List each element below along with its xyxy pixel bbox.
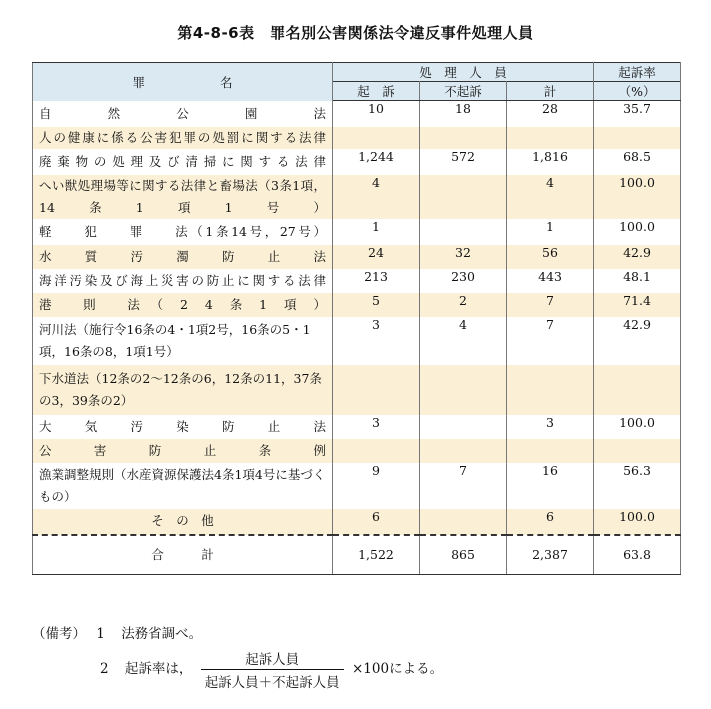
note-1-number: 1 xyxy=(96,626,105,642)
crime-name-cell: 河川法（施行令16条の4・1項2号，16条の5・1項，16条の8，1項1号） xyxy=(33,317,333,365)
not-prosecuted-cell: 18 xyxy=(420,101,507,127)
table-row xyxy=(33,269,681,293)
total-row xyxy=(33,535,681,575)
total-rate-cell: 63.8 xyxy=(594,535,681,575)
total-cell: 7 xyxy=(507,317,594,365)
crime-name-cell: 海洋汚染及び海上災害の防止に関する法律 xyxy=(33,269,333,293)
not-prosecuted-cell: 32 xyxy=(420,245,507,269)
table-title: 第4-8-6表 罪名別公害関係法令違反事件処理人員 xyxy=(177,24,534,42)
grand-total-cell: 2,387 xyxy=(507,535,594,575)
total-not-prosecuted-cell: 865 xyxy=(420,535,507,575)
table-row xyxy=(33,149,681,175)
not-prosecuted-cell: 230 xyxy=(420,269,507,293)
not-prosecuted-cell xyxy=(420,509,507,535)
table-row xyxy=(33,219,681,245)
note-2-prefix: 起訴率は， xyxy=(124,661,193,677)
rate-cell: 35.7 xyxy=(594,101,681,127)
table-body xyxy=(33,101,681,575)
total-cell: 443 xyxy=(507,269,594,293)
rate-cell: 71.4 xyxy=(594,293,681,317)
rate-cell: 42.9 xyxy=(594,245,681,269)
prosecuted-cell: 4 xyxy=(333,175,420,219)
not-prosecuted-cell: 4 xyxy=(420,317,507,365)
not-prosecuted-cell xyxy=(420,439,507,463)
table-row xyxy=(33,415,681,439)
table-row xyxy=(33,293,681,317)
crime-table xyxy=(32,62,681,575)
not-prosecuted-cell: 2 xyxy=(420,293,507,317)
header-not-prosecuted: 不起訴 xyxy=(420,82,507,101)
prosecuted-cell xyxy=(333,439,420,463)
prosecuted-cell: 213 xyxy=(333,269,420,293)
table-row xyxy=(33,439,681,463)
total-cell: 3 xyxy=(507,415,594,439)
header-rate-line2: （%） xyxy=(594,82,681,101)
not-prosecuted-cell xyxy=(420,175,507,219)
table-row xyxy=(33,317,681,365)
header-processed: 処 理 人 員 xyxy=(333,63,594,82)
prosecuted-cell: 1 xyxy=(333,219,420,245)
not-prosecuted-cell xyxy=(420,127,507,149)
rate-cell: 100.0 xyxy=(594,415,681,439)
note-2-number: 2 xyxy=(100,661,109,677)
not-prosecuted-cell xyxy=(420,365,507,415)
total-prosecuted-cell: 1,522 xyxy=(333,535,420,575)
notes-label: （備考） xyxy=(32,626,86,642)
rate-formula-fraction xyxy=(201,648,344,691)
rate-cell: 100.0 xyxy=(594,175,681,219)
total-cell: 1 xyxy=(507,219,594,245)
total-cell: 7 xyxy=(507,293,594,317)
crime-name-cell: 人の健康に係る公害犯罪の処罰に関する法律 xyxy=(33,127,333,149)
crime-name-cell: 自然公園法 xyxy=(33,101,333,127)
total-cell xyxy=(507,439,594,463)
prosecuted-cell: 10 xyxy=(333,101,420,127)
table-row xyxy=(33,463,681,509)
total-cell: 56 xyxy=(507,245,594,269)
crime-name-cell: 大気汚染防止法 xyxy=(33,415,333,439)
rate-cell: 100.0 xyxy=(594,219,681,245)
prosecuted-cell: 24 xyxy=(333,245,420,269)
note-1-text: 法務省調べ。 xyxy=(121,626,203,642)
crime-name-cell: そ の 他 xyxy=(33,509,333,535)
prosecuted-cell xyxy=(333,365,420,415)
total-label-cell: 合 計 xyxy=(33,535,333,575)
total-cell: 28 xyxy=(507,101,594,127)
fraction-denominator: 起訴人員＋不起訴人員 xyxy=(204,675,340,691)
crime-name-cell: へい獣処理場等に関する法律と畜場法（3条1項，14条1項1号） xyxy=(33,175,333,219)
note-2 xyxy=(100,648,443,691)
crime-name-cell: 下水道法（12条の2～12条の6，12条の11，37条の3，39条の2） xyxy=(33,365,333,415)
total-cell: 6 xyxy=(507,509,594,535)
prosecuted-cell: 3 xyxy=(333,317,420,365)
crime-name-cell: 軽 犯 罪 法（1条14号，27号） xyxy=(33,219,333,245)
table-row xyxy=(33,245,681,269)
rate-cell xyxy=(594,365,681,415)
prosecuted-cell xyxy=(333,127,420,149)
not-prosecuted-cell xyxy=(420,415,507,439)
prosecuted-cell: 5 xyxy=(333,293,420,317)
table-row xyxy=(33,365,681,415)
total-cell xyxy=(507,127,594,149)
not-prosecuted-cell xyxy=(420,219,507,245)
prosecuted-cell: 3 xyxy=(333,415,420,439)
header-rate-line1: 起訴率 xyxy=(594,63,681,82)
rate-cell: 48.1 xyxy=(594,269,681,293)
crime-name-cell: 公害防止条例 xyxy=(33,439,333,463)
rate-cell: 68.5 xyxy=(594,149,681,175)
prosecuted-cell: 9 xyxy=(333,463,420,509)
rate-cell: 56.3 xyxy=(594,463,681,509)
total-cell: 1,816 xyxy=(507,149,594,175)
rate-cell xyxy=(594,439,681,463)
header-crime-name: 罪 名 xyxy=(33,63,333,101)
rate-cell xyxy=(594,127,681,149)
crime-name-cell: 漁業調整規則（水産資源保護法4条1項4号に基づくもの） xyxy=(33,463,333,509)
crime-name-cell: 港 則 法 （ 2 4 条 1 項 ） xyxy=(33,293,333,317)
note-1 xyxy=(32,622,202,642)
header-total: 計 xyxy=(507,82,594,101)
total-cell: 16 xyxy=(507,463,594,509)
table-row xyxy=(33,509,681,535)
not-prosecuted-cell: 572 xyxy=(420,149,507,175)
rate-cell: 100.0 xyxy=(594,509,681,535)
table-row xyxy=(33,101,681,127)
crime-name-cell: 廃棄物の処理及び清掃に関する法律 xyxy=(33,149,333,175)
table-row xyxy=(33,175,681,219)
fraction-numerator: 起訴人員 xyxy=(201,648,344,670)
prosecuted-cell: 6 xyxy=(333,509,420,535)
crime-name-cell: 水質汚濁防止法 xyxy=(33,245,333,269)
total-cell: 4 xyxy=(507,175,594,219)
total-cell xyxy=(507,365,594,415)
table-row xyxy=(33,127,681,149)
not-prosecuted-cell: 7 xyxy=(420,463,507,509)
header-prosecuted: 起 訴 xyxy=(333,82,420,101)
prosecuted-cell: 1,244 xyxy=(333,149,420,175)
note-2-suffix: ×100による。 xyxy=(351,661,444,677)
rate-cell: 42.9 xyxy=(594,317,681,365)
